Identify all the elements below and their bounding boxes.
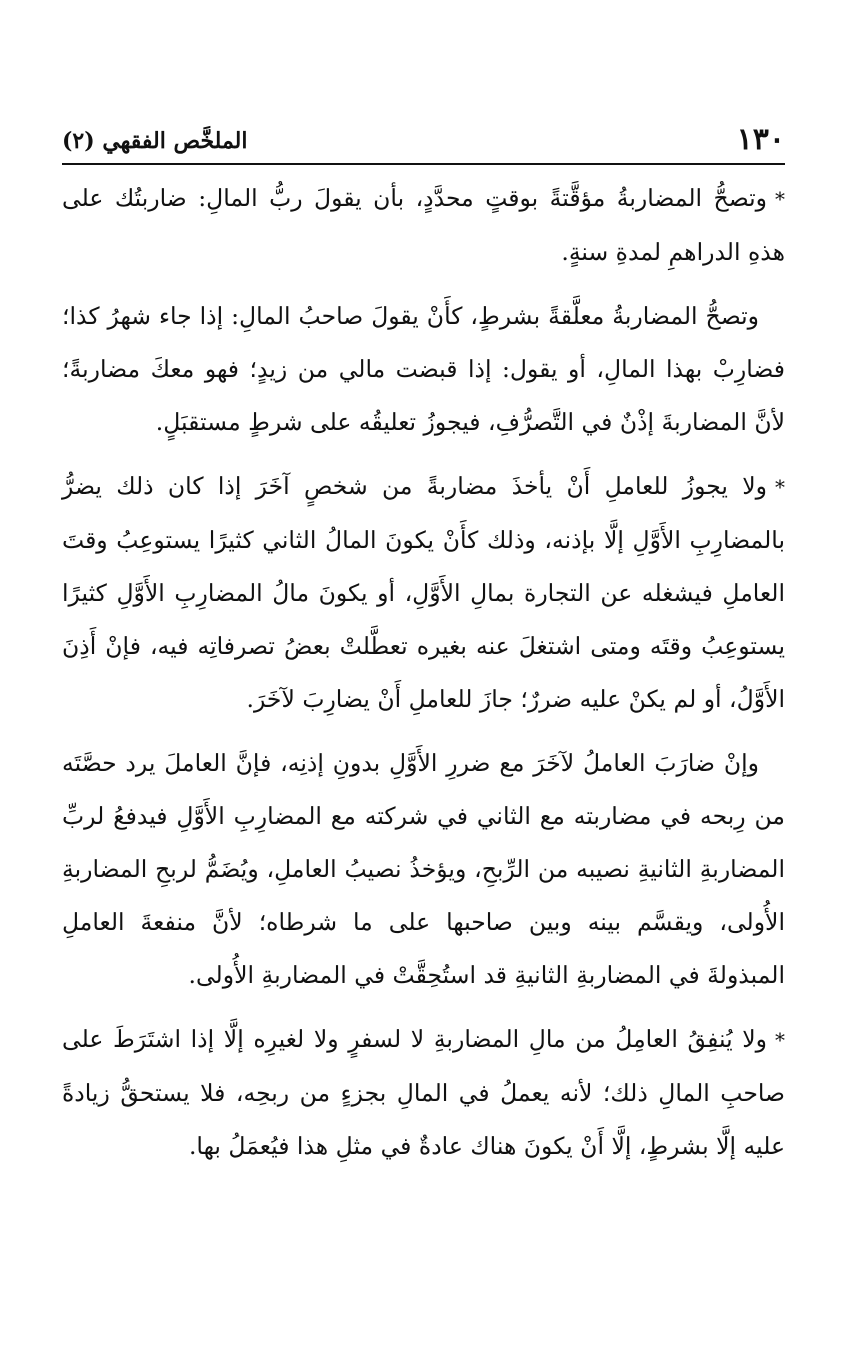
paragraph-text: ولا يُنفِقُ العامِلُ من مالِ المضاربةِ لا لسفرٍ ولا لغيرِه إلَّا إذا اشتَرَطَ على صاحبِ المالِ ذلك؛ لأنه يعملُ في المالِ بجزءٍ من ربحِه، فلا يستحقُّ زيادةً عليه إلَّا بشرطٍ، إلَّا أَنْ يكونَ هناك عادةٌ في مثلِ هذا فيُعمَلُ بها. <box>62 1025 785 1160</box>
paragraph-text: وتصحُّ المضاربةُ مؤقَّتةً بوقتٍ محدَّدٍ، بأن يقولَ ربُّ المالِ: ضاربتُك على هذهِ الدراهمِ لمدةِ سنةٍ. <box>62 184 785 266</box>
running-title: الملخَّص الفقهي (٢) <box>62 128 248 154</box>
paragraph-temporary-mudaraba <box>62 172 785 279</box>
paragraph-text: وإنْ ضارَبَ العاملُ لآخَرَ مع ضررِ الأَوَّلِ بدونِ إذنِه، فإنَّ العاملَ يرد حصَّتَه من رِبحه في مضاربته مع الثاني في شركته مع المضارِبِ الأَوَّلِ فيدفعُ لربِّ المضاربةِ الثانيةِ نصيبه من الرِّبحِ، ويؤخذُ نصيبُ العاملِ، ويُضَمُّ لربحِ المضاربةِ الأُولى، ويقسَّم بينه وبين صاحبها على ما شرطاه؛ لأنَّ منفعةَ العاملِ المبذولةَ في المضاربةِ الثانيةِ قد استُحِقَّتْ في المضاربةِ الأُولى. <box>62 749 785 989</box>
paragraph-conditional-mudaraba <box>62 290 785 449</box>
asterisk-marker: * <box>775 187 785 211</box>
paragraph-harm-to-first <box>62 737 785 1002</box>
page-header <box>62 120 785 160</box>
asterisk-marker: * <box>775 1028 785 1052</box>
paragraph-text: وتصحُّ المضاربةُ معلَّقةً بشرطٍ، كأَنْ يقولَ صاحبُ المالِ: إذا جاء شهرُ كذا؛ فضارِبْ بهذا المالِ، أو يقول: إذا قبضت مالي من زيدٍ؛ فهو معكَ مضاربةً؛ لأنَّ المضاربةَ إذْنٌ في التَّصرُّفِ، فيجوزُ تعليقُه على شرطٍ مستقبَلٍ. <box>62 302 785 436</box>
paragraph-expenses <box>62 1013 785 1173</box>
header-divider <box>62 163 785 165</box>
paragraph-second-mudaraba <box>62 460 785 726</box>
page-number: ١٣٠ <box>736 122 785 157</box>
asterisk-marker: * <box>775 475 785 499</box>
paragraph-text: ولا يجوزُ للعاملِ أَنْ يأخذَ مضاربةً من شخصٍ آخَرَ إذا كان ذلك يضرُّ بالمضارِبِ الأَوَّلِ إلَّا بإذنه، وذلك كأَنْ يكونَ المالُ الثاني كثيرًا يستوعِبُ وقتَ العاملِ فيشغله عن التجارة بمالِ الأَوَّلِ، أو يكونَ مالُ المضارِبِ الأَوَّلِ كثيرًا يستوعِبُ وقتَه ومتى اشتغلَ عنه بغيره تعطَّلتْ بعضُ تصرفاتِه فيه، فإنْ أَذِنَ الأَوَّلُ، أو لم يكنْ عليه ضررٌ؛ جازَ للعاملِ أَنْ يضارِبَ لآخَرَ. <box>62 472 785 713</box>
page-body <box>62 172 785 1184</box>
